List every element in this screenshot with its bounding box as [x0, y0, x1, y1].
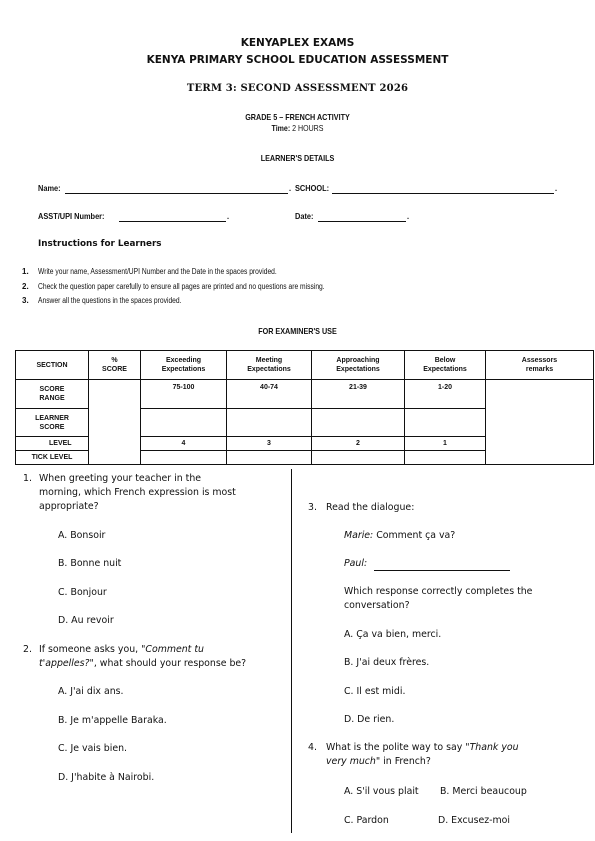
- exam-body-title: KENYAPLEX EXAMS: [240, 37, 355, 49]
- level-exceeding: 4: [141, 437, 227, 451]
- row-tick-level: TICK LEVEL: [16, 451, 89, 465]
- header-percent-score: % SCORE: [89, 351, 141, 380]
- answer-option[interactable]: D. Excusez-moi: [438, 815, 511, 826]
- examiner-use-title: FOR EXAMINER'S USE: [258, 326, 337, 336]
- table-header-row: [16, 351, 594, 380]
- tick-exceeding[interactable]: [141, 451, 227, 465]
- question-number: 3.: [308, 502, 317, 513]
- range-approaching: 21-39: [312, 380, 405, 409]
- instructions-title: Instructions for Learners: [38, 239, 162, 249]
- answer-option[interactable]: A. Ça va bien, merci.: [344, 629, 442, 640]
- date-period: .: [407, 211, 410, 221]
- percent-score-cell[interactable]: [89, 380, 141, 465]
- question-text: Read the dialogue:: [326, 502, 415, 513]
- answer-option[interactable]: A. J'ai dix ans.: [58, 686, 124, 697]
- question-text: If someone asks you, "Comment tu: [39, 644, 204, 655]
- question-text: morning, which French expression is most: [39, 487, 236, 498]
- learner-score-below[interactable]: [405, 409, 486, 437]
- instruction-text: Answer all the questions in the spaces provided.: [38, 296, 182, 305]
- answer-option[interactable]: B. Merci beaucoup: [440, 786, 527, 797]
- table-row: [16, 380, 594, 409]
- date-field[interactable]: [318, 221, 406, 222]
- question-text: t'appelles?", what should your response be?: [39, 658, 247, 669]
- answer-option[interactable]: D. Au revoir: [58, 615, 114, 626]
- subject-title: GRADE 5 – FRENCH ACTIVITY: [245, 112, 350, 122]
- tick-meeting[interactable]: [227, 451, 312, 465]
- date-label: Date:: [295, 211, 314, 221]
- dialogue-line-paul: Paul:: [344, 558, 368, 569]
- answer-option[interactable]: C. Il est midi.: [344, 686, 406, 697]
- level-approaching: 2: [312, 437, 405, 451]
- upi-label: ASST/UPI Number:: [38, 211, 105, 221]
- header-below: Below Expectations: [405, 351, 486, 380]
- upi-period: .: [227, 211, 230, 221]
- name-label: Name:: [38, 183, 61, 193]
- column-divider: [291, 469, 292, 833]
- remarks-cell[interactable]: [486, 380, 594, 465]
- school-field[interactable]: [332, 193, 554, 194]
- answer-option[interactable]: A. S'il vous plait: [344, 786, 419, 797]
- level-meeting: 3: [227, 437, 312, 451]
- answer-option[interactable]: B. J'ai deux frères.: [344, 657, 430, 668]
- question-text: What is the polite way to say "Thank you: [326, 742, 519, 753]
- answer-option[interactable]: C. Pardon: [344, 815, 389, 826]
- learner-score-exceeding[interactable]: [141, 409, 227, 437]
- range-meeting: 40-74: [227, 380, 312, 409]
- question-text: appropriate?: [39, 501, 99, 512]
- instruction-text: Write your name, Assessment/UPI Number and the Date in the spaces provided.: [38, 267, 277, 276]
- question-number: 2.: [23, 644, 32, 655]
- time-value: 2 HOURS: [290, 124, 324, 133]
- answer-option[interactable]: C. Bonjour: [58, 587, 107, 598]
- row-learner-score: LEARNER SCORE: [16, 409, 89, 437]
- question-text: very much" in French?: [326, 756, 431, 767]
- question-number: 1.: [23, 473, 32, 484]
- answer-option[interactable]: A. Bonsoir: [58, 530, 106, 541]
- name-period: .: [289, 183, 292, 193]
- learner-score-approaching[interactable]: [312, 409, 405, 437]
- instruction-text: Check the question paper carefully to ensure all pages are printed and no questions are missing.: [38, 282, 325, 291]
- instruction-number: 2.: [22, 282, 29, 291]
- upi-field[interactable]: [119, 221, 226, 222]
- answer-option[interactable]: D. De rien.: [344, 714, 395, 725]
- learner-details-title: LEARNER'S DETAILS: [260, 153, 335, 163]
- range-exceeding: 75-100: [141, 380, 227, 409]
- header-approaching: Approaching Expectations: [312, 351, 405, 380]
- examiner-table: [15, 350, 594, 465]
- term-title: TERM 3: SECOND ASSESSMENT 2026: [186, 83, 409, 94]
- instruction-number: 1.: [22, 267, 29, 276]
- row-score-range: SCORE RANGE: [16, 380, 89, 409]
- learner-score-meeting[interactable]: [227, 409, 312, 437]
- answer-option[interactable]: B. Je m'appelle Baraka.: [58, 715, 167, 726]
- dialogue-line-marie: Marie: Comment ça va?: [344, 530, 456, 541]
- tick-approaching[interactable]: [312, 451, 405, 465]
- dialogue-answer-field[interactable]: [374, 570, 510, 571]
- answer-option[interactable]: B. Bonne nuit: [58, 558, 122, 569]
- question-text: conversation?: [344, 600, 410, 611]
- question-number: 4.: [308, 742, 317, 753]
- row-level: LEVEL: [16, 437, 89, 451]
- instruction-number: 3.: [22, 296, 29, 305]
- header-meeting: Meeting Expectations: [227, 351, 312, 380]
- question-text: When greeting your teacher in the: [39, 473, 202, 484]
- time-label: Time:: [271, 124, 291, 133]
- question-text: Which response correctly completes the: [344, 586, 533, 597]
- name-field[interactable]: [65, 193, 288, 194]
- level-below: 1: [405, 437, 486, 451]
- school-label: SCHOOL:: [295, 183, 330, 193]
- assessment-title: KENYA PRIMARY SCHOOL EDUCATION ASSESSMENT: [146, 54, 449, 66]
- time-line: [42, 124, 554, 133]
- header-section: SECTION: [16, 351, 89, 380]
- answer-option[interactable]: D. J'habite à Nairobi.: [58, 772, 155, 783]
- tick-below[interactable]: [405, 451, 486, 465]
- range-below: 1-20: [405, 380, 486, 409]
- header-exceeding: Exceeding Expectations: [141, 351, 227, 380]
- answer-option[interactable]: C. Je vais bien.: [58, 743, 128, 754]
- school-period: .: [555, 183, 558, 193]
- header-remarks: Assessors remarks: [486, 351, 594, 380]
